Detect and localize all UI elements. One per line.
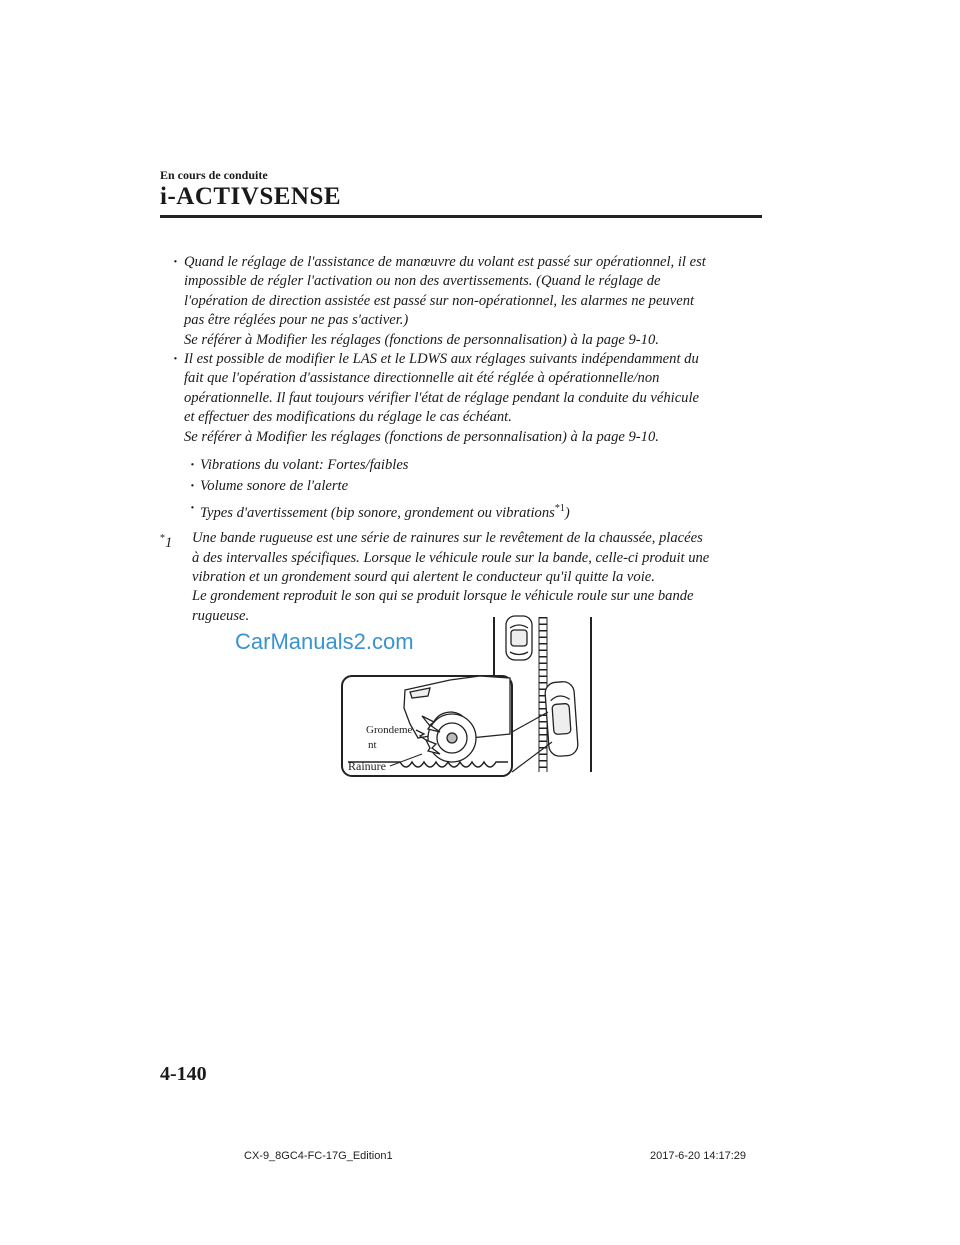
text-line: Le grondement reproduit le son qui se produit lorsque le véhicule roule sur une bande [192,588,694,605]
text-line: l'opération de direction assistée est passé sur non-opérationnel, les alarmes ne peuvent [184,292,695,309]
rumble-strip-illustration [330,612,610,782]
section-label: En cours de conduite [160,168,268,182]
footer-edition: CX-9_8GC4-FC-17G_Edition1 [244,1150,393,1162]
watermark-logo: CarManuals2.com [235,629,414,654]
chapter-title: i-ACTIVSENSE [160,183,342,210]
text-line: opérationnelle. Il faut toujours vérifier l'état de réglage pendant la conduite du véhicule [184,389,700,406]
main-content [160,253,760,626]
text-line: vibration et un grondement sourd qui alertent le conducteur qu'il quitte la voie. [192,568,655,585]
footnote-reference: *1 [554,502,565,514]
label-grondement: nt [368,739,377,751]
text-line: et effectuer des modifications du réglage le cas échéant. [184,409,512,426]
label-rainure: Rainure [348,759,386,773]
footnote-marker: *1 [160,533,173,551]
header-rule [160,215,762,218]
text-line: impossible de régler l'activation ou non des avertissements. (Quand le réglage de [184,273,661,290]
sub-list [160,456,760,523]
footer-timestamp: 2017-6-20 14:17:29 [650,1150,747,1162]
car-top-view [506,616,532,660]
text-line: fait que l'opération d'assistance directionnelle ait été réglée à opérationnelle/non [184,370,660,387]
text-line: rugueuse. [192,607,250,624]
text-line: · Il est possible de modifier le LAS et le LDWS aux réglages suivants indépendamment du [184,351,699,368]
text-line: pas être réglées pour ne pas s'activer.) [184,312,409,329]
bullet-item [160,350,760,447]
sub-list-item: · Volume sonore de l'alerte [160,477,760,496]
sub-list-item: · Vibrations du volant: Fortes/faibles [160,456,760,475]
text-line: Une bande rugueuse est une série de rainures sur le revêtement de la chaussée, placées [192,530,703,547]
bullet-item [160,253,760,350]
label-grondement: Grondeme [366,724,413,736]
car-drifting-view [544,681,578,757]
page-reference: Se référer à Modifier les réglages (fonctions de personnalisation) à la page 9-10. [184,331,659,348]
sub-list-item: · Types d'avertissement (bip sonore, grondement ou vibrations$^{*1}$) [160,499,760,523]
page-reference: Se référer à Modifier les réglages (fonctions de personnalisation) à la page 9-10. [184,428,659,445]
text-line: · Quand le réglage de l'assistance de manœuvre du volant est passé sur opérationnel, il est [184,254,706,270]
page-number: 4-140 [160,1063,207,1085]
text-line: à des intervalles spécifiques. Lorsque le véhicule roule sur la bande, celle-ci produit une [192,549,710,566]
